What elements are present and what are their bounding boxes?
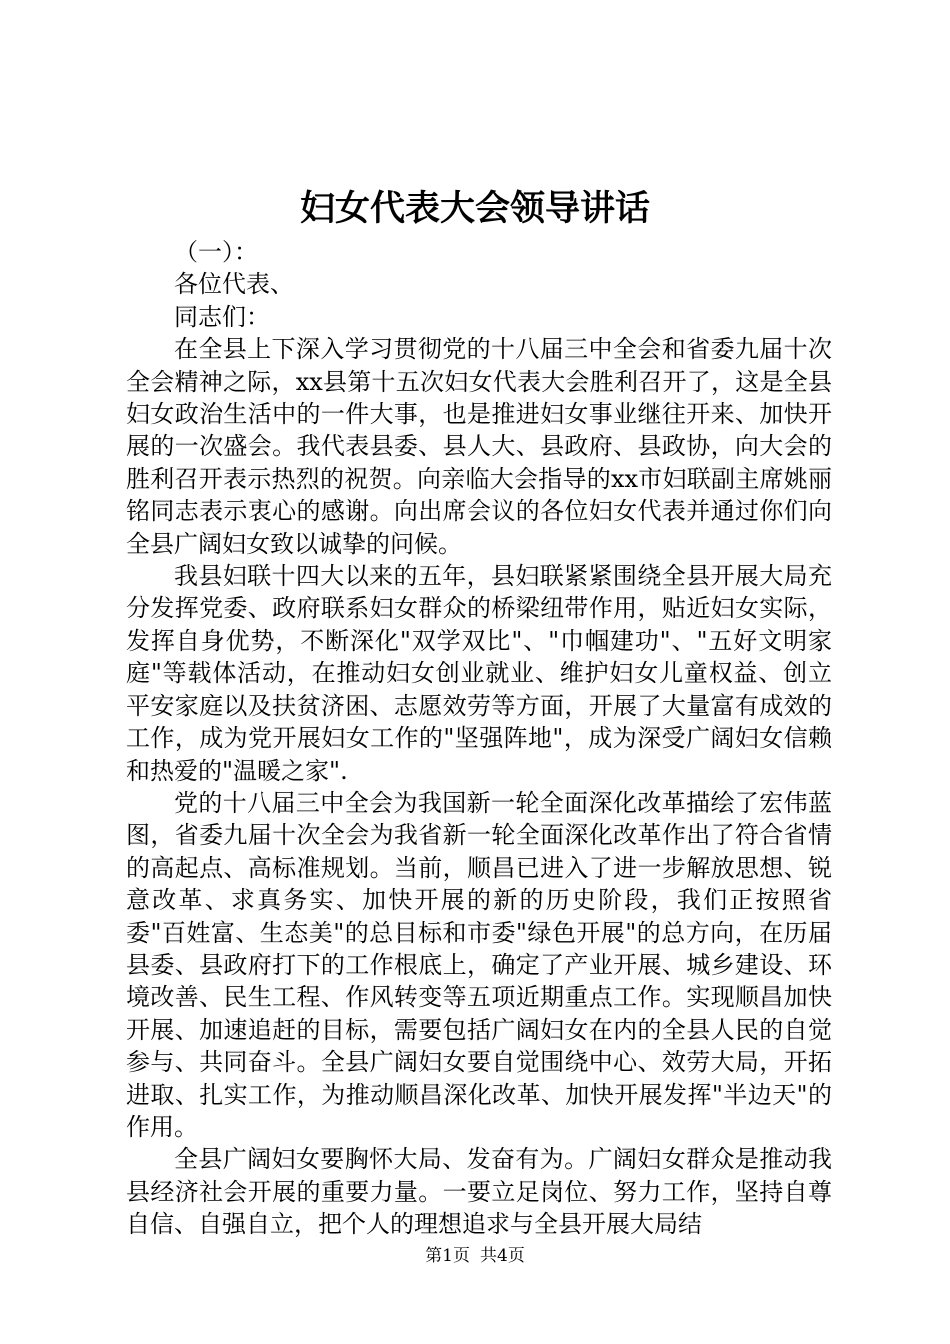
- paragraph-call-to-action: 全县广阔妇女要胸怀大局、发奋有为。广阔妇女群众是推动我县经济社会开展的重要力量。一要立足岗位、努力工作，坚持自尊自信、自强自立，把个人的理想追求与全县开展大局结: [126, 1145, 832, 1239]
- page-total: 共4页: [480, 1246, 525, 1266]
- page-footer: [0, 1244, 950, 1268]
- paragraph-salutation-delegates: 各位代表、: [174, 270, 294, 299]
- paragraph-salutation-comrades: 同志们：: [174, 302, 270, 331]
- document-body: [126, 236, 832, 1241]
- paragraph-section-marker: （一）：: [174, 238, 258, 266]
- document-title: 妇女代表大会领导讲话: [299, 188, 650, 229]
- page-number: 第1页: [425, 1246, 470, 1266]
- paragraph-reform: 党的十八届三中全会为我国新一轮全面深化改革描绘了宏伟蓝图，省委九届十次全会为我省新一轮全面深化改革作出了符合省情的高起点、高标准规划。当前，顺昌已进入了进一步解放思想、锐意改革、求真务实、加快开展的新的历史阶段，我们正按照省委"百姓富、生态美"的总目标和市委"绿色开展"的总方向，在历届县委、县政府打下的工作根底上，确定了产业开展、城乡建设、环境改善、民生工程、作风转变等五项近期重点工作。实现顺昌加快开展、加速追赶的目标，需要包括广阔妇女在内的全县人民的自觉参与、共同奋斗。全县广阔妇女要自觉围绕中心、效劳大局，开拓进取、扎实工作，为推动顺昌深化改革、加快开展发挥"半边天"的作用。: [126, 788, 832, 1141]
- paragraph-review: 我县妇联十四大以来的五年，县妇联紧紧围绕全县开展大局充分发挥党委、政府联系妇女群众的桥梁纽带作用，贴近妇女实际，发挥自身优势，不断深化"双学双比"、"巾帼建功"、"五好文明家庭"等载体活动，在推动妇女创业就业、维护妇女儿童权益、创立平安家庭以及扶贫济困、志愿效劳等方面，开展了大量富有成效的工作，成为党开展妇女工作的"坚强阵地"，成为深受广阔妇女信赖和热爱的"温暖之家".: [126, 562, 832, 785]
- paragraph-opening: 在全县上下深入学习贯彻党的十八届三中全会和省委九届十次全会精神之际，xx县第十五次妇女代表大会胜利召开了，这是全县妇女政治生活中的一件大事，也是推进妇女事业继往开来、加快开展的一次盛会。我代表县委、县人大、县政府、县政协，向大会的胜利召开表示热烈的祝贺。向亲临大会指导的xx市妇联副主席姚丽铭同志表示衷心的感谢。向出席会议的各位妇女代表并通过你们向全县广阔妇女致以诚挚的问候。: [126, 335, 832, 558]
